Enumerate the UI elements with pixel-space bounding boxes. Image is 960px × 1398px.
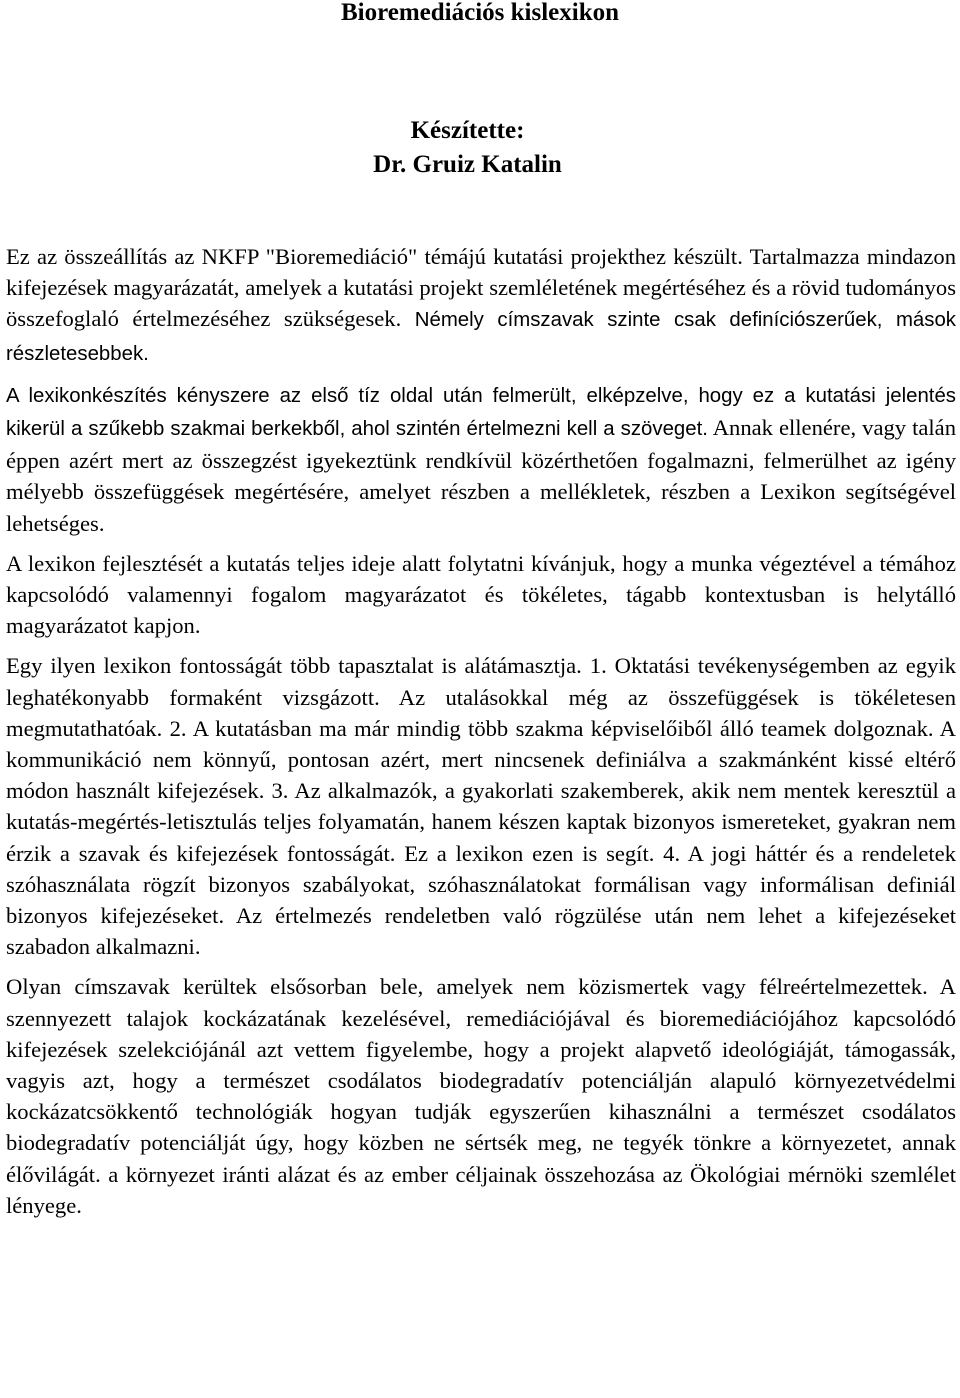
paragraph-text: A lexikonkészítés kényszere az első tíz oldal után felmerült, elképzelve, hogy ez a kutatási jelentés kikerül a szűkebb szakmai berkekből, ahol szintén értelmezni kell a szöveget.	[6, 384, 956, 441]
author-name: Dr. Gruiz Katalin	[373, 151, 562, 178]
paragraph-text: Olyan címszavak kerültek elsősorban bele, amelyek nem közismertek vagy félreértelmezettek. A szennyezett talajok kockázatának kezelésével, remediációjával és bioremediációjához kapcsolódó kifejezések szelekciójánál azt vettem figyelembe, hogy a projekt alapvető ideológiáját, támogassák, vagyis azt, hogy a természet csodálatos biodegradatív potenciálján alapuló környezetvédelmi kockázatcsökkentő technológiák hogyan tudják egyszerűen kihasználni a természet csodálatos biodegradatív potenciálját úgy, hogy közben ne sértsék meg, ne tegyék tönkre a környezetet, annak élővilágát. a környezet iránti alázat és az ember céljainak összehozása az Ökológiai mérnöki szemlélet lényege.	[6, 974, 956, 1218]
paragraph-intro	[6, 241, 956, 370]
paragraph-motivation	[6, 379, 956, 539]
paragraph-text: Annak ellenére, vagy talán éppen azért mert az összegzést igyekeztünk rendkívül közérthetően fogalmazni, felmerülhet az igény mélyebb összefüggések megértésére, amelyet részben a mellékletek, részben a Lexikon segítségével lehetséges.	[6, 415, 956, 536]
document-body	[6, 241, 956, 1230]
paragraph-development	[6, 548, 956, 642]
paragraph-text: Egy ilyen lexikon fontosságát több tapasztalat is alátámasztja. 1. Oktatási tevékenységemben az egyik leghatékonyabb formaként vizsgázott. Az utalásokkal még az összefüggések is tökéletesen megmutathatóak. 2. A kutatásban ma már mindig több szakma képviselőiből álló teamek dolgoznak. A kommunikáció nem könnyű, pontosan azért, mert nincsenek definiálva a szakmánként kissé eltérő módon használt kifejezések. 3. Az alkalmazók, a gyakorlati szakemberek, akik nem mentek keresztül a kutatás-megértés-letisztulás teljes folyamatán, hanem készen kaptak bizonyos ismereteket, gyakran nem érzik a szavak és kifejezések fontosságát. Ez a lexikon ezen is segít. 4. A jogi háttér és a rendeletek szóhasználata rögzít bizonyos szabályokat, szóhasználatokat formálisan vagy informálisan definiál bizonyos kifejezéseket. Az értelmezés rendeletben való rögzülése után nem lehet a kifejezéseket szabadon alkalmazni.	[6, 653, 956, 960]
paragraph-text: Ez az összeállítás az NKFP "Bioremediáció" témájú kutatási projekthez készült. Tartalmazza mindazon kifejezések magyarázatát, amelyek a kutatási projekt szemléletének megértéséhez és a rövid tudományos összefoglaló értelmezéséhez szükségesek.	[6, 244, 956, 332]
paragraph-text: A lexikon fejlesztését a kutatás teljes ideje alatt folytatni kívánjuk, hogy a munka végeztével a témához kapcsolódó valamennyi fogalom magyarázatot és tökéletes, tágabb kontextusban is helytálló magyarázatot kapjon.	[6, 550, 956, 639]
author-block	[0, 114, 935, 182]
paragraph-text: Némely címszavak szinte csak definíciószerűek, mások részletesebbek.	[6, 309, 956, 365]
author-label: Készítette:	[410, 117, 525, 144]
paragraph-importance	[6, 650, 956, 962]
document-title: Bioremediációs kislexikon	[340, 0, 620, 26]
paragraph-selection	[6, 971, 956, 1221]
